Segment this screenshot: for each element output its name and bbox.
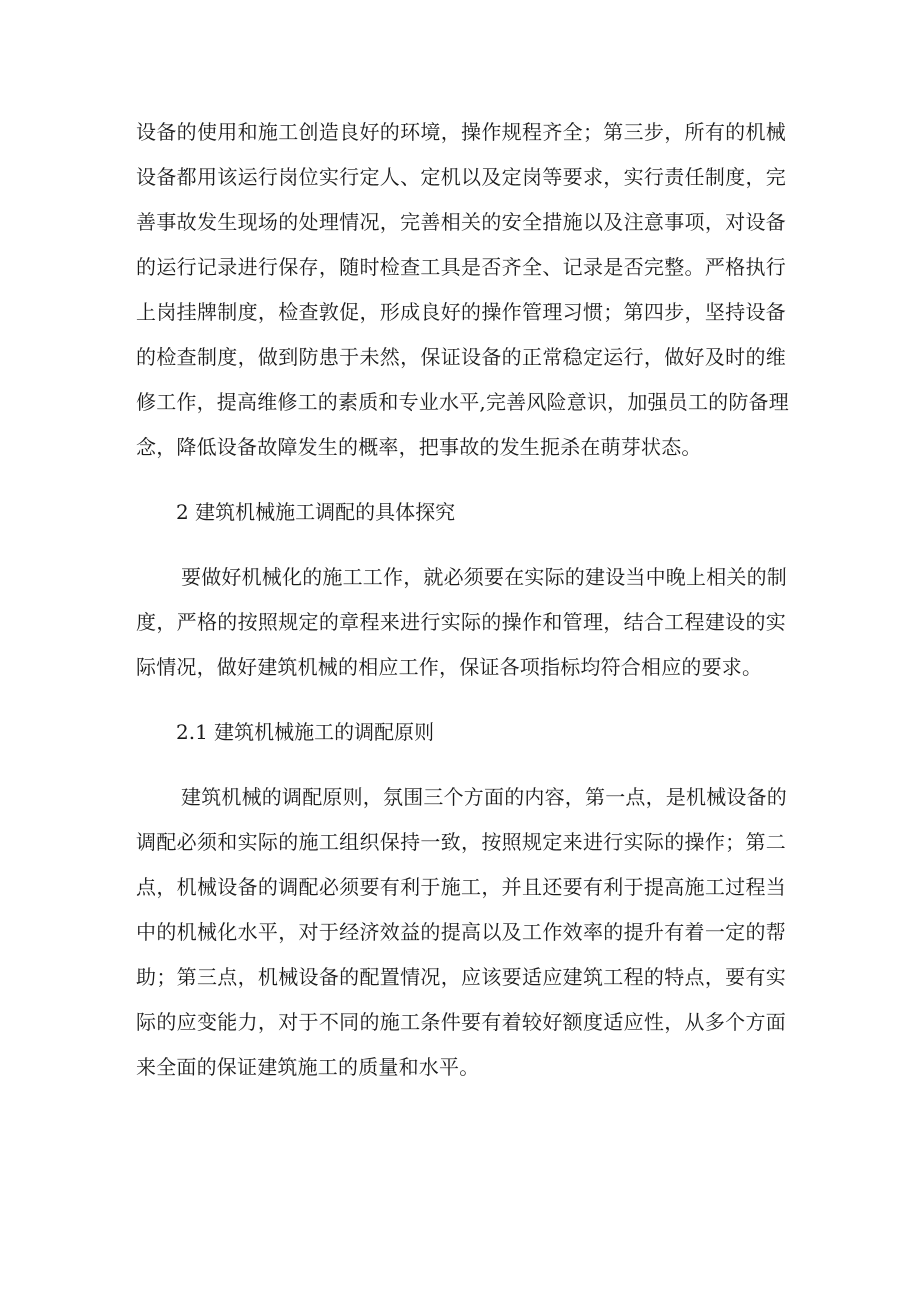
paragraph-line: 修工作，提高维修工的素质和专业水平,完善风险意识，加强员工的防备理	[136, 390, 789, 414]
paragraph-line: 的运行记录进行保存，随时检查工具是否齐全、记录是否完整。严格执行	[136, 255, 786, 279]
section-heading: 2 建筑机械施工调配的具体探究	[176, 500, 456, 524]
paragraph-line: 设备都用该运行岗位实行定人、定机以及定岗等要求，实行责任制度，完	[136, 165, 786, 189]
paragraph-line: 要做好机械化的施工工作，就必须要在实际的建设当中晚上相关的制	[181, 565, 787, 589]
paragraph-line: 善事故发生现场的处理情况，完善相关的安全措施以及注意事项，对设备	[136, 210, 786, 234]
paragraph-line: 中的机械化水平，对于经济效益的提高以及工作效率的提升有着一定的帮	[136, 920, 786, 944]
paragraph-line: 调配必须和实际的施工组织保持一致，按照规定来进行实际的操作；第二	[136, 830, 786, 854]
paragraph-line: 来全面的保证建筑施工的质量和水平。	[136, 1055, 480, 1079]
paragraph-line: 设备的使用和施工创造良好的环境，操作规程齐全；第三步，所有的机械	[136, 120, 786, 144]
paragraph-line: 际情况，做好建筑机械的相应工作，保证各项指标均符合相应的要求。	[136, 655, 763, 679]
document-body	[136, 110, 789, 1090]
paragraph-line: 建筑机械的调配原则，氛围三个方面的内容，第一点，是机械设备的	[181, 785, 787, 809]
subsection-heading: 2.1 建筑机械施工的调配原则	[176, 720, 435, 744]
paragraph-principles	[136, 775, 786, 1090]
paragraph-line: 度，严格的按照规定的章程来进行实际的操作和管理，结合工程建设的实	[136, 610, 786, 634]
paragraph-line: 助；第三点，机械设备的配置情况，应该要适应建筑工程的特点，要有实	[136, 965, 786, 989]
paragraph-line: 际的应变能力，对于不同的施工条件要有着较好额度适应性，从多个方面	[136, 1010, 786, 1034]
paragraph-line: 的检查制度，做到防患于未然，保证设备的正常稳定运行，做好及时的维	[136, 345, 786, 369]
paragraph-line: 上岗挂牌制度，检查敦促，形成良好的操作管理习惯；第四步，坚持设备	[136, 300, 786, 324]
paragraph-continued	[136, 110, 789, 470]
paragraph-line: 念，降低设备故障发生的概率，把事故的发生扼杀在萌芽状态。	[136, 435, 702, 459]
paragraph-intro	[136, 555, 786, 690]
paragraph-line: 点，机械设备的调配必须要有利于施工，并且还要有利于提高施工过程当	[136, 875, 786, 899]
